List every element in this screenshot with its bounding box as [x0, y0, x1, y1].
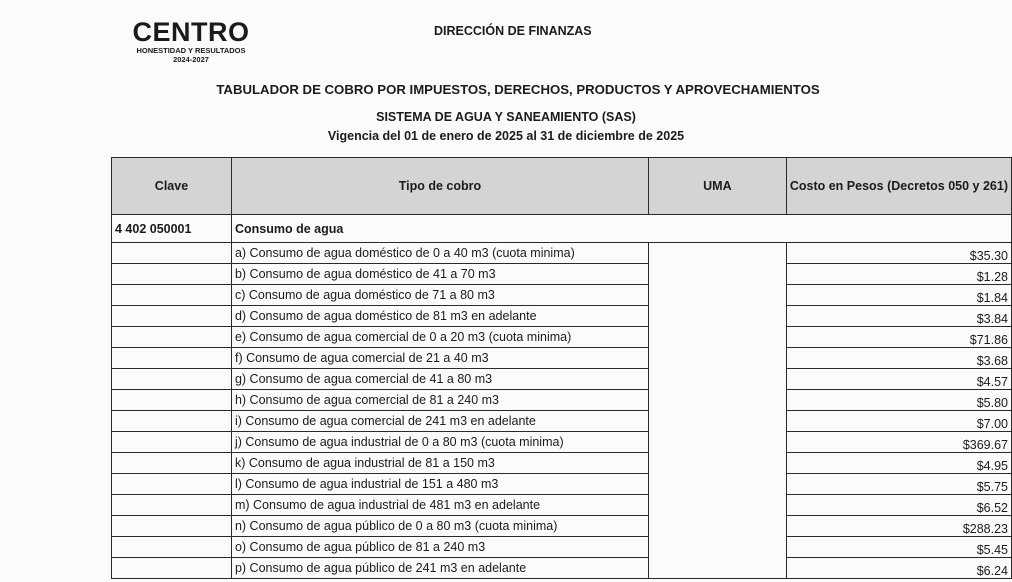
validity-period: Vigencia del 01 de enero de 2025 al 31 de diciembre de 2025 [327, 129, 685, 143]
column-header-uma: UMA [648, 158, 786, 215]
clave-cell [112, 327, 232, 348]
clave-cell [112, 306, 232, 327]
table-row [112, 327, 1012, 348]
cost-cell: $6.24 [786, 558, 1011, 579]
table-row [112, 369, 1012, 390]
logo [126, 18, 256, 64]
group-clave: 4 402 050001 [112, 215, 232, 243]
cost-cell: $369.67 [786, 432, 1011, 453]
group-label: Consumo de agua [231, 215, 1011, 243]
clave-cell [112, 516, 232, 537]
column-header-clave: Clave [112, 158, 232, 215]
table-row [112, 474, 1012, 495]
logo-word: CENTRO [132, 17, 250, 47]
clave-cell [112, 411, 232, 432]
table-row [112, 390, 1012, 411]
description-cell: f) Consumo de agua comercial de 21 a 40 m3 [231, 348, 648, 369]
clave-cell [112, 495, 232, 516]
cost-cell: $5.75 [786, 474, 1011, 495]
cost-cell: $4.95 [786, 453, 1011, 474]
table-row [112, 495, 1012, 516]
description-cell: j) Consumo de agua industrial de 0 a 80 m3 (cuota minima) [231, 432, 648, 453]
clave-cell [112, 537, 232, 558]
clave-cell [112, 264, 232, 285]
cost-cell: $7.00 [786, 411, 1011, 432]
description-cell: o) Consumo de agua público de 81 a 240 m3 [231, 537, 648, 558]
cost-cell: $3.68 [786, 348, 1011, 369]
cost-cell: $35.30 [786, 243, 1011, 264]
description-cell: g) Consumo de agua comercial de 41 a 80 m3 [231, 369, 648, 390]
table-row [112, 348, 1012, 369]
fee-table [111, 157, 1012, 579]
description-cell: l) Consumo de agua industrial de 151 a 480 m3 [231, 474, 648, 495]
group-row [112, 215, 1012, 243]
column-header-tipo: Tipo de cobro [231, 158, 648, 215]
logo-subtitle: HONESTIDAD Y RESULTADOS [136, 46, 246, 55]
description-cell: c) Consumo de agua doméstico de 71 a 80 m3 [231, 285, 648, 306]
clave-cell [112, 348, 232, 369]
table-row [112, 453, 1012, 474]
cost-cell: $5.80 [786, 390, 1011, 411]
uma-cell [648, 243, 786, 579]
clave-cell [112, 285, 232, 306]
logo-years: 2024-2027 [173, 55, 209, 64]
cost-cell: $1.84 [786, 285, 1011, 306]
description-cell: m) Consumo de agua industrial de 481 m3 en adelante [231, 495, 648, 516]
description-cell: k) Consumo de agua industrial de 81 a 150 m3 [231, 453, 648, 474]
description-cell: e) Consumo de agua comercial de 0 a 20 m3 (cuota minima) [231, 327, 648, 348]
system-name: SISTEMA DE AGUA Y SANEAMIENTO (SAS) [376, 110, 636, 124]
department-title: DIRECCIÓN DE FINANZAS [434, 24, 592, 38]
column-header-costo: Costo en Pesos (Decretos 050 y 261) [786, 158, 1011, 215]
table-row [112, 411, 1012, 432]
table-row [112, 516, 1012, 537]
cost-cell: $5.45 [786, 537, 1011, 558]
cost-cell: $3.84 [786, 306, 1011, 327]
table-row [112, 306, 1012, 327]
description-cell: d) Consumo de agua doméstico de 81 m3 en adelante [231, 306, 648, 327]
description-cell: p) Consumo de agua público de 241 m3 en adelante [231, 558, 648, 579]
cost-cell: $71.86 [786, 327, 1011, 348]
table-row [112, 264, 1012, 285]
clave-cell [112, 453, 232, 474]
cost-cell: $4.57 [786, 369, 1011, 390]
table-row [112, 537, 1012, 558]
clave-cell [112, 243, 232, 264]
table-row [112, 432, 1012, 453]
document-title: TABULADOR DE COBRO POR IMPUESTOS, DERECHOS, PRODUCTOS Y APROVECHAMIENTOS [216, 82, 820, 97]
cost-cell: $1.28 [786, 264, 1011, 285]
clave-cell [112, 390, 232, 411]
description-cell: h) Consumo de agua comercial de 81 a 240 m3 [231, 390, 648, 411]
description-cell: a) Consumo de agua doméstico de 0 a 40 m3 (cuota minima) [231, 243, 648, 264]
clave-cell [112, 474, 232, 495]
table-row [112, 558, 1012, 579]
description-cell: b) Consumo de agua doméstico de 41 a 70 m3 [231, 264, 648, 285]
clave-cell [112, 432, 232, 453]
cost-cell: $288.23 [786, 516, 1011, 537]
table-row [112, 243, 1012, 264]
clave-cell [112, 558, 232, 579]
cost-cell: $6.52 [786, 495, 1011, 516]
clave-cell [112, 369, 232, 390]
description-cell: i) Consumo de agua comercial de 241 m3 en adelante [231, 411, 648, 432]
table-row [112, 285, 1012, 306]
description-cell: n) Consumo de agua público de 0 a 80 m3 (cuota minima) [231, 516, 648, 537]
